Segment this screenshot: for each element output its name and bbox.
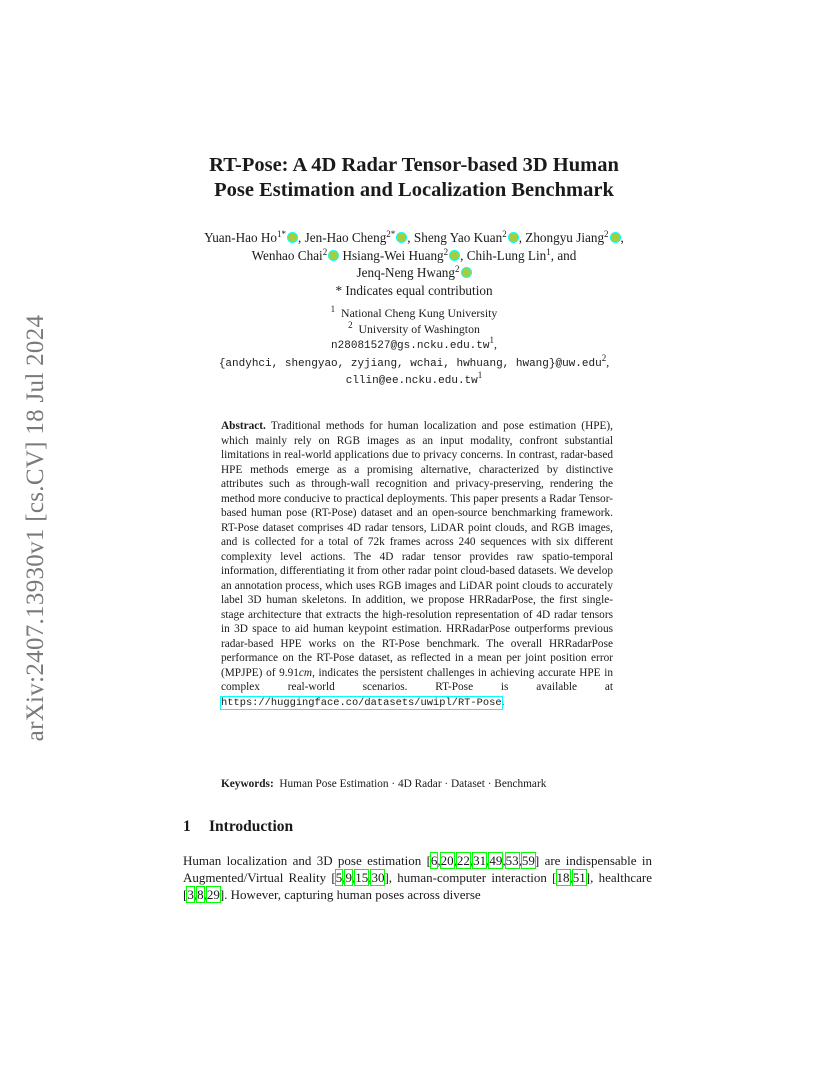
section-title: Introduction xyxy=(209,818,294,835)
email-line-2: {andyhci, shengyao, zyjiang, wchai, hwhuang, hwang}@uw.edu$^2$, xyxy=(218,352,610,370)
citation-link[interactable]: 30 xyxy=(371,870,385,885)
email[interactable]: cllin@ee.ncku.edu.tw xyxy=(345,375,478,387)
email-line-3 xyxy=(0,372,828,390)
intro-text: ]. However, capturing human poses across diverse xyxy=(219,887,481,902)
email[interactable]: n28081527@gs.ncku.edu.tw xyxy=(331,340,490,352)
orcid-icon[interactable] xyxy=(328,250,339,261)
citation-group: 6,20,22,31,49,53,59 xyxy=(430,853,535,868)
affiliation-block xyxy=(0,306,828,390)
author-block xyxy=(0,229,828,299)
abstract-text-cont: , indicates the persistent challenges in achieving accurate HPE in complex real-world scenarios. RT-Pose is available at xyxy=(221,666,613,693)
citation-link[interactable]: 5 xyxy=(335,870,343,885)
orcid-icon[interactable] xyxy=(449,250,460,261)
author-name: Yuan-Hao Ho xyxy=(204,230,278,245)
email-line-1: $n28081527@gs.ncku.edu.tw^1$, xyxy=(331,335,497,352)
abstract xyxy=(221,419,613,710)
author-affil-mark: 2 xyxy=(443,246,449,257)
author-affil-mark: 1* xyxy=(277,229,287,239)
author-affil-mark: 2 xyxy=(322,246,328,257)
abstract-text: Traditional methods for human localization and pose estimation (HPE), which mainly rely on RGB images as an input modality, confront substantial limitations in real-world applications due to privacy concerns. In contrast, radar-based HPE methods emerge as a promising alternative, characterized by distinctive attributes such as through-wall recognition and privacy-preserving, rendering the method more conducive to practical deployments. This paper presents a Radar Tensor-based human pose (RT-Pose) dataset and an open-source benchmarking framework. RT-Pose dataset comprises 4D radar tensors, LiDAR point clouds, and RGB images, and is collected for a total of 72k frames across 240 sequences with six different complexity level actions. The 4D radar tensor provides raw spatio-temporal information, differentiating it from other radar point cloud-based datasets. We develop an annotation process, which uses RGB images and LiDAR point clouds to accurately label 3D human skeletons. In addition, we propose HRRadarPose, the first single-stage architecture that extracts the high-resolution representation of 4D radar tensors in 3D space to aid human keypoint estimation. HRRadarPose outperforms previous radar-based HPE works on the RT-Pose benchmark. The overall HRRadarPose performance on the RT-Pose dataset, as reflected in a mean per joint position error (MPJPE) of 9.91 xyxy=(221,420,613,679)
author-name: Sheng Yao Kuan xyxy=(413,230,503,245)
author-line-1: Yuan-Hao $Ho^{1*}$ , Jen-Hao Cheng$^{2*}$ , Sheng Yao Kuan$^2$ , Zhongyu Jiang$^2$ , xyxy=(204,229,624,245)
affiliation-2 xyxy=(0,319,828,338)
author-name: Jen-Hao Cheng xyxy=(304,230,387,245)
author-affil-mark: 2 xyxy=(502,229,507,239)
citation-group: 3,8,29 xyxy=(187,887,220,902)
citation-link[interactable]: 18 xyxy=(556,870,570,885)
keywords-label: Keywords: xyxy=(221,778,274,790)
email[interactable]: {andyhci, shengyao, zyjiang, wchai, hwhuang, hwang}@uw.edu xyxy=(218,357,602,370)
email-affil-mark: 1 xyxy=(489,335,494,345)
citation-link[interactable]: 31 xyxy=(473,853,487,868)
citation-link[interactable]: 9 xyxy=(345,870,352,885)
citation-link[interactable]: 6 xyxy=(430,853,438,868)
author-affil-mark: 2 xyxy=(604,229,609,239)
citation-group: 18,51 xyxy=(556,870,586,885)
keywords-text: Human Pose Estimation · 4D Radar · Dataset · Benchmark xyxy=(279,778,547,790)
intro-text: ] are indispensable in Augmented/Virtual Reality [ xyxy=(183,853,652,885)
author-name: Chih-Lung Lin xyxy=(466,247,547,263)
intro-text: ], human-computer interaction [ xyxy=(384,870,557,885)
affiliation-1 xyxy=(0,306,828,322)
abstract-unit: cm xyxy=(298,666,313,679)
author-name: Jenq-Neng Hwang xyxy=(356,265,455,280)
equal-contribution-note: * Indicates equal contribution xyxy=(335,282,493,298)
citation-link[interactable]: 29 xyxy=(206,887,220,902)
orcid-icon[interactable] xyxy=(610,232,621,243)
author-name: Wenhao Chai xyxy=(251,247,323,263)
author-affil-mark: 2* xyxy=(386,229,396,239)
paper-title xyxy=(0,153,828,203)
abstract-label: Abstract. xyxy=(221,420,266,432)
author-name: Hsiang-Wei Huang xyxy=(342,247,444,263)
title-line-2: Pose Estimation and Localization Benchmark xyxy=(214,179,614,201)
citation-link[interactable]: 53 xyxy=(505,853,519,868)
title-line-1: RT-Pose: A 4D Radar Tensor-based 3D Human xyxy=(209,154,619,176)
citation-link[interactable]: 22 xyxy=(456,853,470,868)
intro-text: Human localization and 3D pose estimation [ xyxy=(183,853,431,868)
author-name: Zhongyu Jiang xyxy=(525,230,605,245)
section-number: 1 xyxy=(183,818,191,835)
citation-link[interactable]: 15 xyxy=(355,870,369,885)
affiliation-name: University of Washington xyxy=(358,321,480,336)
author-line-3 xyxy=(0,264,828,282)
dataset-link[interactable]: https://huggingface.co/datasets/uwipl/RT-Pose xyxy=(221,696,502,709)
abstract-end: . xyxy=(501,695,505,708)
orcid-icon[interactable] xyxy=(461,267,472,278)
email-affil-mark: 2 xyxy=(601,352,607,363)
citation-link[interactable]: 51 xyxy=(572,870,586,885)
intro-paragraph xyxy=(183,852,652,903)
citation-link[interactable]: 59 xyxy=(521,853,535,868)
author-affil-mark: 1 xyxy=(546,246,551,257)
arxiv-side-stamp: arXiv:2407.13930v1 [cs.CV] 18 Jul 2024 xyxy=(22,314,49,742)
author-affil-mark: 2 xyxy=(455,264,460,274)
affiliation-name: National Cheng Kung University xyxy=(341,306,498,320)
citation-link[interactable]: 3 xyxy=(187,887,194,902)
orcid-icon[interactable] xyxy=(287,232,298,243)
author-line-2: Wenhao Chai$^2$ Hsiang-Wei Huang$^2$ , Chih-Lung Lin$^1$, and xyxy=(251,246,577,263)
orcid-icon[interactable] xyxy=(508,232,519,243)
affil-number: 2 xyxy=(348,319,353,330)
citation-link[interactable]: 20 xyxy=(440,853,454,868)
citation-link[interactable]: 49 xyxy=(489,853,503,868)
affil-number: 1 xyxy=(330,304,336,314)
intro-text: ], healthcare [ xyxy=(183,870,652,902)
citation-link[interactable]: 8 xyxy=(197,887,204,902)
keywords xyxy=(221,777,621,791)
email-affil-mark: 1 xyxy=(477,370,483,380)
section-heading xyxy=(183,818,293,836)
citation-group: 5,9,15,30 xyxy=(335,870,385,885)
orcid-icon[interactable] xyxy=(396,232,407,243)
